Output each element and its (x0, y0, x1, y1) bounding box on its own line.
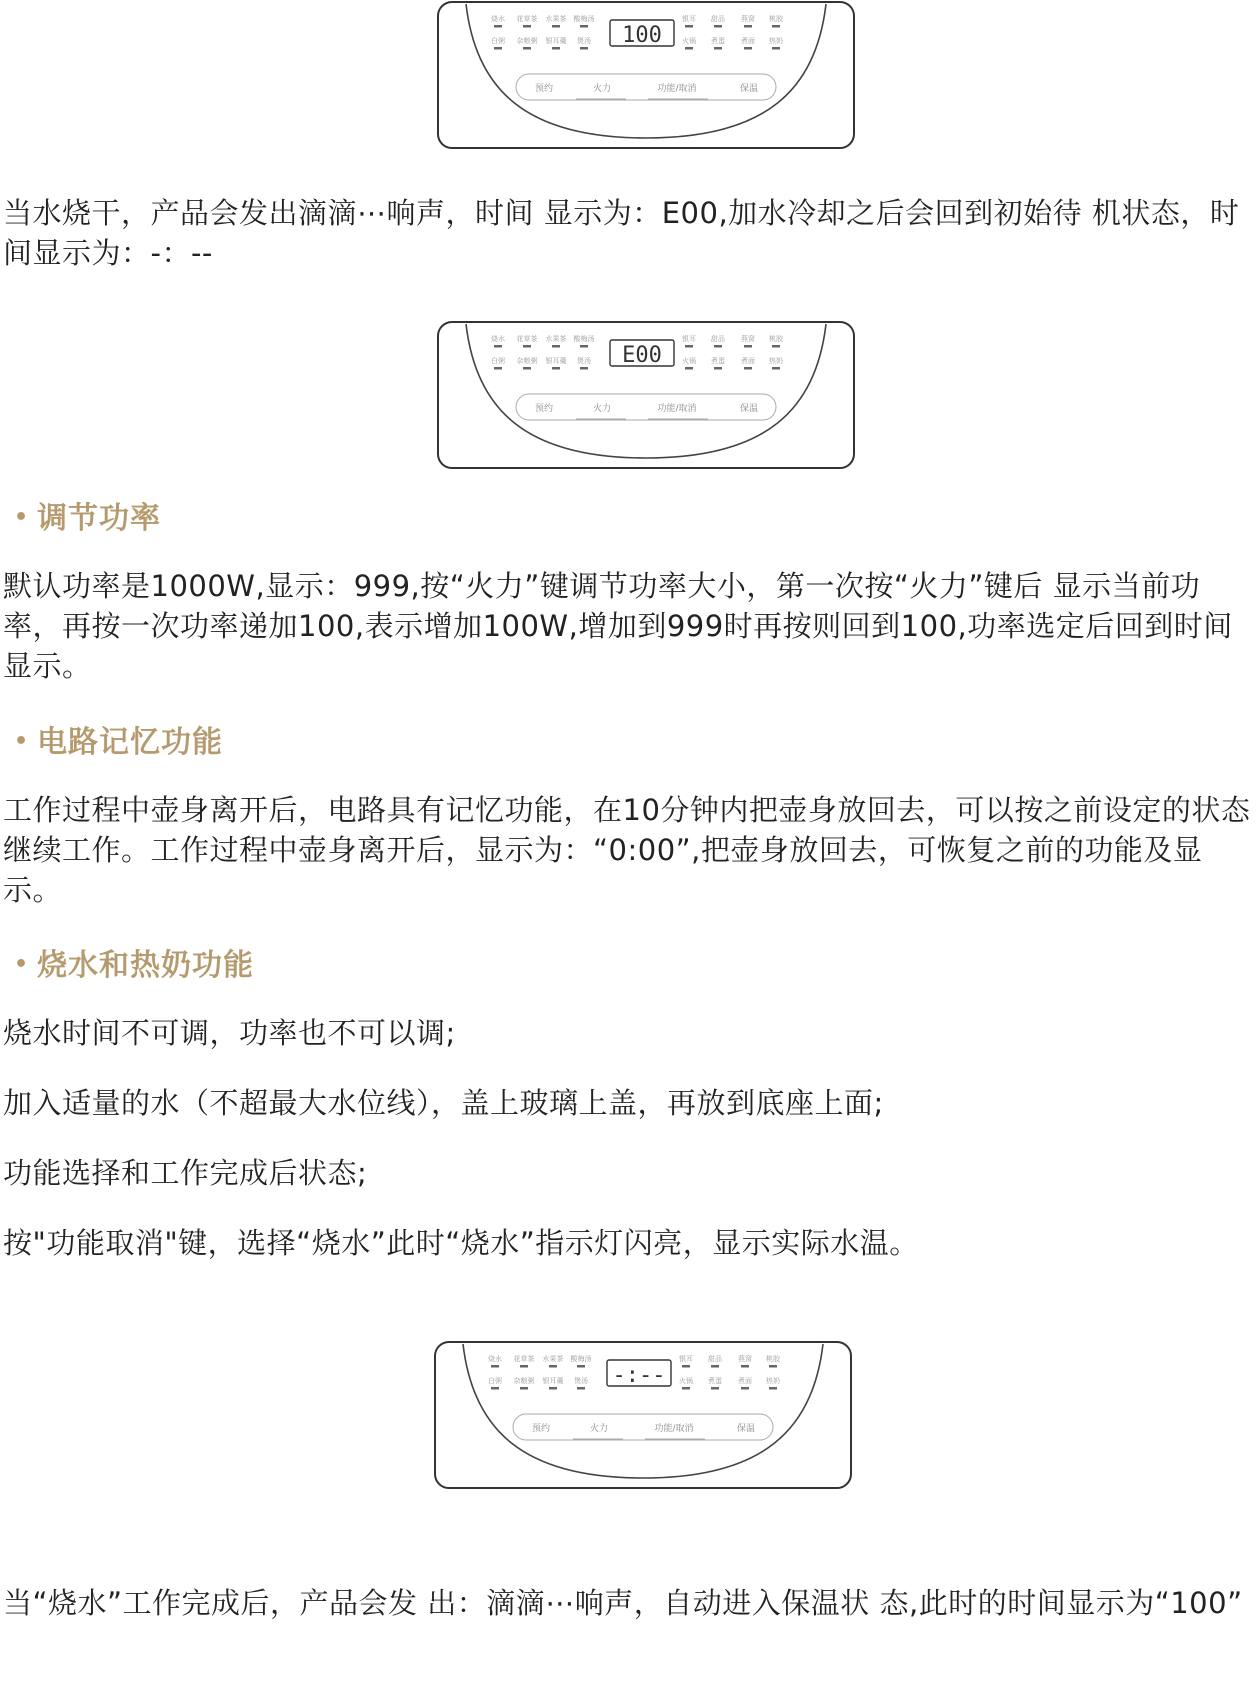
indicator-light (552, 25, 560, 28)
paragraph-add-water: 加入适量的水（不超最大水位线），盖上玻璃上盖，再放到底座上面; (3, 1086, 884, 1120)
mode-label: 酸梅汤 (570, 1355, 592, 1363)
heading-power (14, 493, 161, 537)
indicator-light (682, 1365, 690, 1368)
indicator-light (741, 1387, 749, 1390)
mode-label: 银耳 (679, 1355, 693, 1363)
mode-label: 杂粮粥 (516, 37, 538, 45)
panel-button-label: 保温 (739, 84, 759, 94)
indicator-light (685, 25, 693, 28)
lcd-readout: E00 (622, 343, 662, 368)
indicator-light (577, 1365, 585, 1368)
paragraph-boil-done: 当“烧水”工作完成后，产品会发 出：滴滴⋯响声，自动进入保温状 态,此时的时间显示为“100” (3, 1586, 1243, 1620)
mode-label: 煮蛋 (711, 357, 725, 365)
indicator-light (494, 25, 502, 28)
indicator-light (520, 1365, 528, 1368)
indicator-light (772, 25, 780, 28)
indicator-light (685, 367, 693, 370)
heading-memory (14, 717, 223, 761)
indicator-light (714, 47, 722, 50)
indicator-light (682, 1387, 690, 1390)
mode-label: 杂粮粥 (513, 1377, 535, 1385)
mode-label: 花草茶 (516, 335, 538, 343)
panel-button-label: 功能/取消 (654, 1424, 694, 1434)
indicator-light (523, 47, 531, 50)
mode-label: 煲汤 (577, 357, 591, 365)
lcd-readout: 100 (622, 23, 662, 48)
indicator-light (491, 1387, 499, 1390)
indicator-light (772, 345, 780, 348)
indicator-light (523, 345, 531, 348)
mode-label: 花草茶 (513, 1355, 535, 1363)
mode-label: 白粥 (491, 357, 505, 365)
mode-label: 燕窝 (741, 335, 755, 343)
indicator-light (772, 47, 780, 50)
indicator-light (552, 367, 560, 370)
indicator-light (520, 1387, 528, 1390)
mode-label: 水果茶 (545, 15, 567, 23)
mode-label: 煲汤 (574, 1377, 588, 1385)
control-panel-svg (433, 1340, 853, 1490)
indicator-light (580, 367, 588, 370)
mode-label: 甜品 (708, 1355, 722, 1363)
bullet-icon: • (14, 505, 30, 530)
mode-label: 水果茶 (542, 1355, 564, 1363)
mode-label: 甜品 (711, 335, 725, 343)
control-panel-2 (436, 320, 856, 470)
indicator-light (685, 47, 693, 50)
mode-label: 煮蛋 (708, 1377, 722, 1385)
indicator-light (744, 345, 752, 348)
mode-label: 烧水 (491, 15, 505, 23)
indicator-light (580, 25, 588, 28)
mode-label: 烧水 (488, 1355, 502, 1363)
indicator-light (714, 367, 722, 370)
indicator-light (685, 345, 693, 348)
mode-label: 热奶 (769, 357, 783, 365)
indicator-light (744, 367, 752, 370)
mode-label: 火锅 (682, 37, 696, 45)
paragraph-power: 默认功率是1000W,显示：999,按“火力”键调节功率大小，第一次按“火力”键后 显示当前功率，再按一次功率递加100,表示增加100W,增加到999时再按则回到100,功率选定后回到时间显示。 (3, 569, 1233, 683)
indicator-light (744, 25, 752, 28)
heading-text: 电路记忆功能 (37, 725, 224, 760)
mode-label: 桃胶 (769, 15, 783, 23)
indicator-light (772, 367, 780, 370)
mode-label: 煮面 (741, 37, 755, 45)
indicator-light (523, 367, 531, 370)
mode-label: 酸梅汤 (573, 335, 595, 343)
control-panel-1 (436, 0, 856, 150)
heading-text: 烧水和热奶功能 (37, 948, 255, 983)
indicator-light (769, 1387, 777, 1390)
panel-button-label: 火力 (592, 404, 612, 414)
mode-label: 花草茶 (516, 15, 538, 23)
mode-label: 煮面 (738, 1377, 752, 1385)
mode-label: 煮面 (741, 357, 755, 365)
panel-button-label: 火力 (592, 84, 612, 94)
indicator-light (741, 1365, 749, 1368)
indicator-light (744, 47, 752, 50)
indicator-light (711, 1387, 719, 1390)
heading-boil-milk (14, 940, 254, 984)
mode-label: 白粥 (491, 37, 505, 45)
indicator-light (549, 1365, 557, 1368)
indicator-light (494, 367, 502, 370)
indicator-light (714, 345, 722, 348)
indicator-light (523, 25, 531, 28)
indicator-light (494, 345, 502, 348)
mode-label: 桃胶 (766, 1355, 780, 1363)
lcd-readout: -:-- (612, 1363, 666, 1388)
control-panel-svg (436, 320, 856, 470)
indicator-light (494, 47, 502, 50)
mode-label: 煮蛋 (711, 37, 725, 45)
mode-label: 热奶 (769, 37, 783, 45)
control-panel-3 (433, 1340, 853, 1490)
mode-label: 水果茶 (545, 335, 567, 343)
panel-button-label: 预约 (534, 84, 554, 94)
indicator-light (549, 1387, 557, 1390)
indicator-light (580, 345, 588, 348)
bullet-icon: • (14, 729, 30, 754)
indicator-light (711, 1365, 719, 1368)
heading-text: 调节功率 (37, 501, 162, 536)
panel-button-label: 预约 (531, 1424, 551, 1434)
mode-label: 燕窝 (738, 1355, 752, 1363)
indicator-light (552, 345, 560, 348)
indicator-light (552, 47, 560, 50)
indicator-light (577, 1387, 585, 1390)
panel-button-label: 功能/取消 (657, 404, 697, 414)
mode-label: 烧水 (491, 335, 505, 343)
paragraph-boil-time: 烧水时间不可调，功率也不可以调; (3, 1016, 456, 1050)
mode-label: 火锅 (679, 1377, 693, 1385)
mode-label: 杂粮粥 (516, 357, 538, 365)
mode-label: 火锅 (682, 357, 696, 365)
mode-label: 白粥 (488, 1377, 502, 1385)
indicator-light (769, 1365, 777, 1368)
mode-label: 银耳 (682, 15, 696, 23)
mode-label: 银耳 (682, 335, 696, 343)
mode-label: 银耳羹 (542, 1377, 564, 1385)
mode-label: 银耳羹 (545, 357, 567, 365)
mode-label: 桃胶 (769, 335, 783, 343)
panel-button-label: 保温 (736, 1424, 756, 1434)
panel-button-label: 火力 (589, 1424, 609, 1434)
mode-label: 煲汤 (577, 37, 591, 45)
paragraph-dry-boil: 当水烧干，产品会发出滴滴⋯响声，时间 显示为：E00,加水冷却之后会回到初始待 机状态，时间显示为：-：-- (3, 196, 1240, 270)
paragraph-state: 功能选择和工作完成后状态; (3, 1156, 368, 1190)
mode-label: 银耳羹 (545, 37, 567, 45)
mode-label: 燕窝 (741, 15, 755, 23)
mode-label: 酸梅汤 (573, 15, 595, 23)
mode-label: 热奶 (766, 1377, 780, 1385)
control-panel-svg (436, 0, 856, 150)
mode-label: 甜品 (711, 15, 725, 23)
bullet-icon: • (14, 952, 30, 977)
panel-button-label: 保温 (739, 404, 759, 414)
paragraph-select-boil: 按"功能取消"键，选择“烧水”此时“烧水”指示灯闪亮，显示实际水温。 (3, 1226, 919, 1260)
panel-button-label: 功能/取消 (657, 84, 697, 94)
indicator-light (491, 1365, 499, 1368)
panel-button-label: 预约 (534, 404, 554, 414)
paragraph-memory: 工作过程中壶身离开后，电路具有记忆功能，在10分钟内把壶身放回去，可以按之前设定的状态继续工作。工作过程中壶身离开后，显示为：“0:00”,把壶身放回去，可恢复之前的功能及显示。 (3, 793, 1251, 907)
indicator-light (580, 47, 588, 50)
indicator-light (714, 25, 722, 28)
